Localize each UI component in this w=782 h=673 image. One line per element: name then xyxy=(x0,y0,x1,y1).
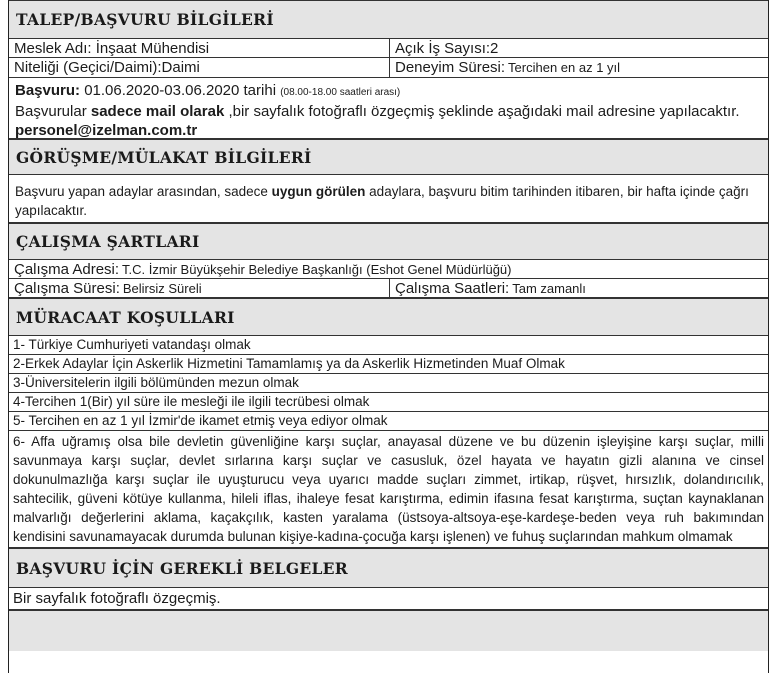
method-text-bold: sadece mail olarak xyxy=(90,103,225,120)
gorusme-text-pre: Başvuru yapan adaylar arasından, sadece xyxy=(15,184,272,199)
section-heading-belgeler: BAŞVURU İÇİN GEREKLİ BELGELER xyxy=(9,548,768,588)
condition-item-3: 3-Üniversitelerin ilgili bölümünden mezun olmak xyxy=(9,374,768,393)
meslek-label: Meslek Adı: xyxy=(14,39,92,57)
adres-label: Çalışma Adresi: xyxy=(14,260,120,278)
basvuru-line xyxy=(15,81,762,102)
adres-cell xyxy=(9,260,768,278)
sure-cell xyxy=(9,279,390,297)
condition-item-2: 2-Erkek Adaylar İçin Askerlik Hizmetini Tamamlamış ya da Askerlik Hizmetinden Muaf Olmak xyxy=(9,355,768,374)
basvuru-dates: 01.06.2020-03.06.2020 tarihi xyxy=(84,82,277,99)
saat-value: Tam zamanlı xyxy=(512,280,586,296)
basvuru-hours: (08.00-18.00 saatleri arası) xyxy=(280,87,401,98)
row-sure xyxy=(9,279,768,298)
section-heading-gorusme: GÖRÜŞME/MÜLAKAT BİLGİLERİ xyxy=(9,139,768,175)
method-text-pre: Başvurular xyxy=(15,103,91,120)
meslek-value: İnşaat Mühendisi xyxy=(95,39,210,57)
meslek-cell xyxy=(9,39,390,57)
basvuru-method-line xyxy=(15,102,762,121)
row-meslek xyxy=(9,39,768,58)
nitelik-value: Daimi xyxy=(161,59,200,76)
basvuru-label: Başvuru: xyxy=(15,82,81,99)
deneyim-label: Deneyim Süresi: xyxy=(395,59,506,76)
nitelik-cell xyxy=(9,58,390,77)
contact-email: personel@izelman.com.tr xyxy=(15,122,198,139)
deneyim-cell xyxy=(390,58,768,77)
saat-label: Çalışma Saatleri: xyxy=(395,279,510,297)
nitelik-label: Niteliği (Geçici/Daimi): xyxy=(14,59,162,76)
gorusme-text-post: adaylara, başvuru bitim tarihinden itibaren, bir hafta içinde çağrı yapılacaktır. xyxy=(15,184,749,218)
next-section-header xyxy=(9,610,768,651)
condition-item-4: 4-Tercihen 1(Bir) yıl süre ile mesleği ile ilgili tecrübesi olmak xyxy=(9,393,768,412)
condition-item-5: 5- Tercihen en az 1 yıl İzmir'de ikamet etmiş veya ediyor olmak xyxy=(9,412,768,431)
section-heading-muracaat: MÜRACAAT KOŞULLARI xyxy=(9,298,768,336)
job-posting-form xyxy=(8,0,769,673)
sure-label: Çalışma Süresi: xyxy=(14,279,120,297)
adres-value: T.C. İzmir Büyükşehir Belediye Başkanlığı (Eshot Genel Müdürlüğü) xyxy=(122,261,512,277)
sure-value: Belirsiz Süreli xyxy=(122,280,202,296)
required-document-item: Bir sayfalık fotoğraflı özgeçmiş. xyxy=(9,588,768,610)
row-nitelik xyxy=(9,58,768,78)
basvuru-block xyxy=(9,78,768,139)
saat-cell xyxy=(390,279,768,297)
condition-item-1: 1- Türkiye Cumhuriyeti vatandaşı olmak xyxy=(9,336,768,355)
acik-cell xyxy=(390,39,768,57)
method-text-post: ,bir sayfalık fotoğraflı özgeçmiş şeklinde aşağıdaki mail adresine yapılacaktır. xyxy=(224,103,740,120)
acik-value: 2 xyxy=(490,39,499,57)
row-adres xyxy=(9,260,768,279)
condition-item-6: 6- Affa uğramış olsa bile devletin güvenliğine karşı suçlar, anayasal düzene ve bu düzenin işleyişine karşı suçlar, milli savunmaya karşı suçlar, devlet sırlarına karşı suçlar ve casusluk, özel hayata ve hayatın gizli alanına ve cinsel dokunulmazlığa karşı suçlar ile uyuşturucu veya uyarıcı madde suçları zimmet, irtikap, rüşvet, hırsızlık, dolandırıcılık, sahtecilik, güveni kötüye kullanma, hileli iflas, ihaleye fesat karıştırma, edimin ifasına fesat karıştırma, suçtan kaynaklanan malvarlığı değerlerini aklama, kaçakçılık, kasten yaralama (üstsoya-altsoya-eşe-kardeşe-beden veya ruh bakımından kendisini savunamayacak durumda bulunan kişiye-kadına-çocuğa karşı işlenen) ve fuhuş suçlarından mahkum olmamak xyxy=(9,431,768,548)
acik-label: Açık İş Sayısı: xyxy=(395,39,491,57)
deneyim-value: Tercihen en az 1 yıl xyxy=(508,60,621,75)
section-heading-calisma: ÇALIŞMA ŞARTLARI xyxy=(9,223,768,260)
gorusme-text xyxy=(9,175,768,223)
gorusme-text-bold: uygun görülen xyxy=(271,184,366,199)
section-heading-talep: TALEP/BAŞVURU BİLGİLERİ xyxy=(9,0,768,39)
